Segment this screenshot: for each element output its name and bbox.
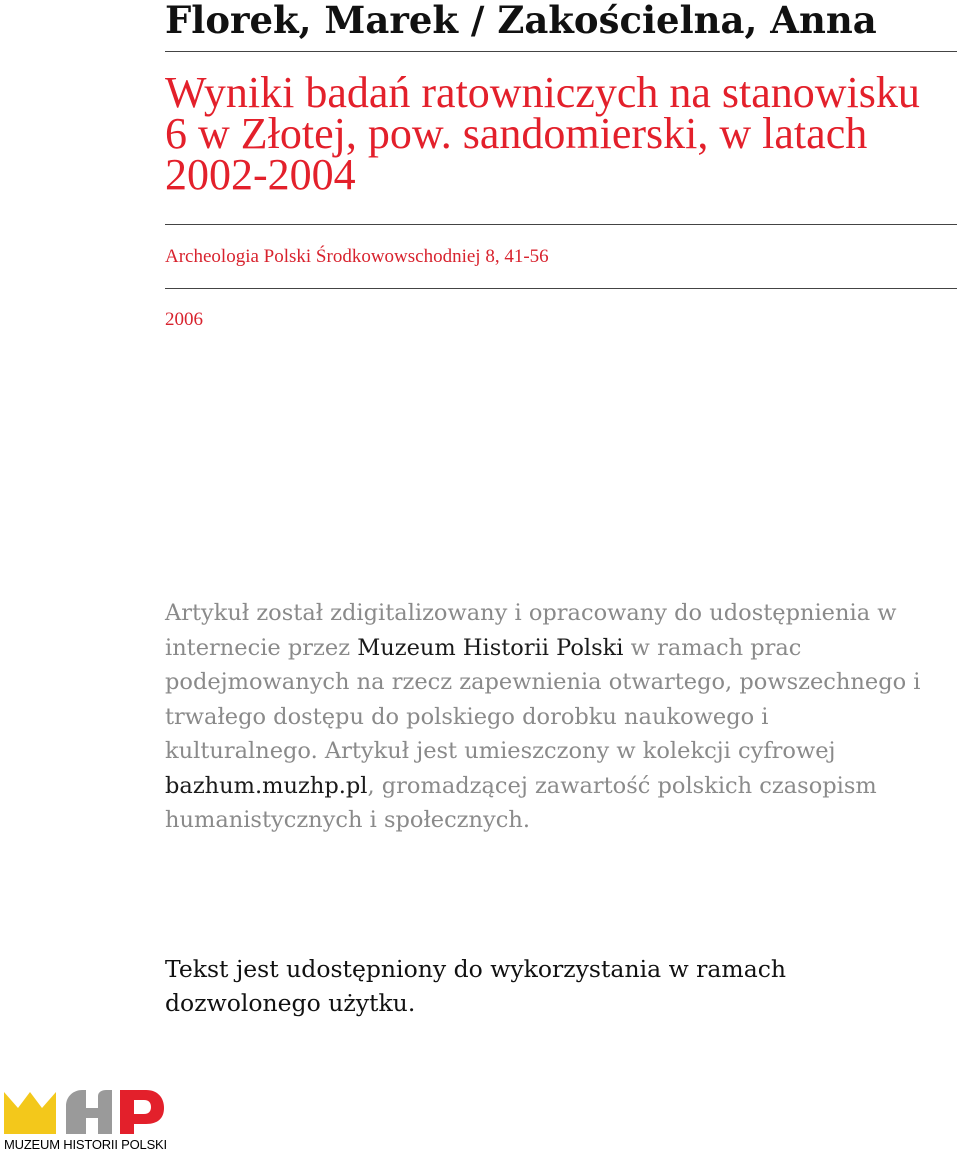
author-heading: Florek, Marek / Zakościelna, Anna (165, 0, 877, 42)
mhp-logo-icon (4, 1088, 174, 1136)
license-notice: Tekst jest udostępniony do wykorzystania w ramach dozwolonego użytku. (165, 955, 786, 1017)
collection-link[interactable]: bazhum.muzhp.pl (165, 772, 368, 799)
divider-top (165, 51, 957, 52)
logo-m-shape (4, 1092, 56, 1134)
divider-middle (165, 224, 957, 225)
divider-bottom (165, 288, 957, 289)
notice-text-2: w ramach prac podejmowanych na rzecz zapewnienia otwartego, powszechnego i trwałego dostępu do polskiego dorobku naukowego i kulturalnego. Artykuł jest umieszczony w kolekcji cyfrowej (165, 634, 921, 764)
digitization-notice (165, 596, 925, 838)
publication-year: 2006 (165, 309, 203, 330)
museum-logo (4, 1088, 174, 1154)
notice-text-3: , gromadzącej zawartość polskich czasopism humanistycznych i społecznych. (165, 772, 877, 833)
logo-h-shape (66, 1090, 112, 1134)
article-title: Wyniki badań ratowniczych na stanowisku 6 w Złotej, pow. sandomierski, w latach 2002-2004 (165, 68, 920, 199)
notice-text-1: Artykuł został zdigitalizowany i opracowany do udostępnienia w internecie przez (165, 600, 897, 661)
logo-p-shape (120, 1090, 164, 1134)
museum-name: Muzeum Historii Polski (357, 634, 624, 661)
journal-citation: Archeologia Polski Środkowowschodniej 8, 41-56 (165, 246, 549, 267)
logo-caption: MUZEUM HISTORII POLSKI (4, 1137, 167, 1152)
